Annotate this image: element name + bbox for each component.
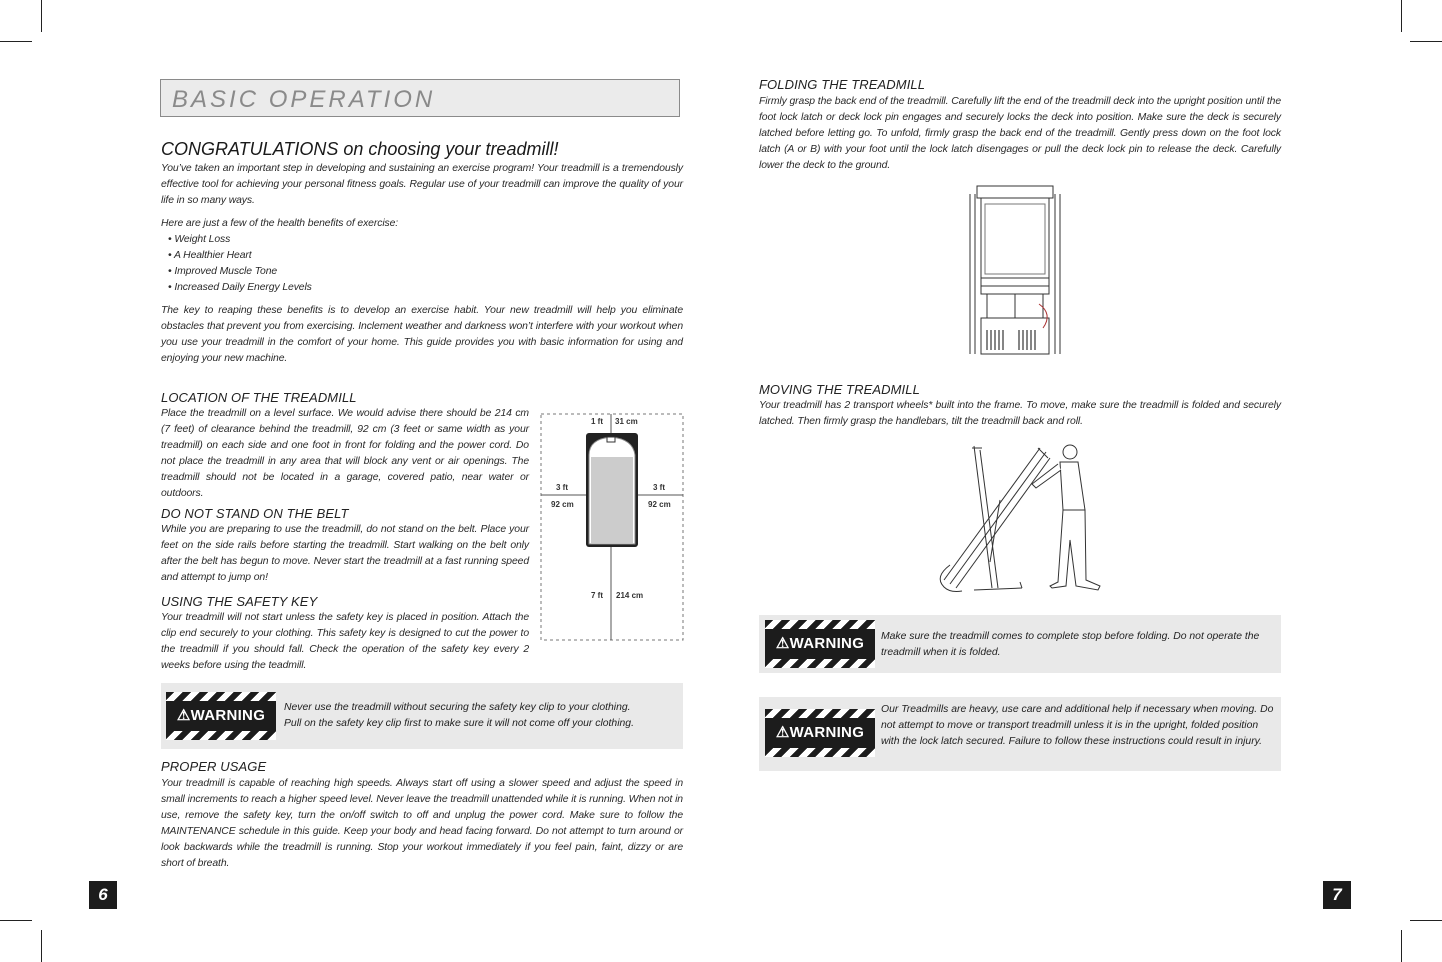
belt-text: While you are preparing to use the treadmill, do not stand on the belt. Place your feet on the side rails before starting the treadmill. Start walking on the belt only after the belt has begun to move. Never start the treadmill at a fast running speed and attempt to jump on! [161,524,529,583]
congrats-heading: CONGRATULATIONS on choosing your treadmill! [161,139,559,159]
clearance-diagram-drawing [540,413,684,641]
list-item: • Improved Muscle Tone [168,266,278,277]
usage-heading: PROPER USAGE [161,759,267,774]
page-number: 7 [1323,881,1351,909]
left-clearance-cm: 92 cm [551,500,574,509]
folding-heading: FOLDING THE TREADMILL [759,77,926,92]
crop-mark [1401,930,1402,962]
belt-heading: DO NOT STAND ON THE BELT [161,506,349,521]
crop-mark [1410,920,1442,921]
crop-mark [41,930,42,962]
left-clearance-ft: 3 ft [556,483,568,492]
benefits-list [168,232,468,296]
crop-mark [41,0,42,32]
benefits-intro: Here are just a few of the health benefits of exercise: [161,218,399,229]
safety-key-text: Your treadmill will not start unless the safety key is placed in position. Attach the clip end securely to your clothing. This safety key is designed to cut the power to the treadmill if you should fall. Check the operation of the safety key every 2 weeks before using the teadmill. [161,612,529,671]
location-heading: LOCATION OF THE TREADMILL [161,390,357,405]
moving-heading: MOVING THE TREADMILL [759,382,920,397]
warning-triangle-icon: ⚠ [176,707,191,724]
crop-mark [1401,0,1402,32]
list-item: • A Healthier Heart [168,250,252,261]
right-clearance-cm: 92 cm [648,500,671,509]
warning-label: WARNING [789,724,865,741]
warning-triangle-icon: ⚠ [775,635,790,652]
usage-text: Your treadmill is capable of reaching high speeds. Always start off using a slower speed and adjust the speed in small increments to reach a higher speed level. Never leave the treadmill unattended while it is running. When not in use, remove the safety key, turn the on/off switch to off and unplug the power cord. Make sure to follow the MAINTENANCE schedule in this guide. Keep your body and head facing forward. Do not attempt to turn around or look backwards while the treadmill is running. Stop your workout immediately if you feel pain, faint, dizzy or are short of breath. [161,778,683,869]
front-clearance-ft: 1 ft [591,417,603,426]
crop-mark [0,41,32,42]
page-number: 6 [89,881,117,909]
folding-text: Firmly grasp the back end of the treadmill. Carefully lift the end of the treadmill deck into the upright position until the foot lock latch or deck lock pin engages and securely locks the deck into position. Make sure the deck is securely latched before letting go. To unfold, firmly grasp the back end of the treadmill. Gently press down on the foot lock latch (A or B) with your foot until the lock latch disengages or pull the deck lock pin to release the deck. Carefully lower the deck to the ground. [759,96,1281,171]
folded-treadmill-illustration [965,182,1065,358]
warning-box [759,615,1281,673]
warning-triangle-icon: ⚠ [775,724,790,741]
warning-badge [166,692,276,740]
warning-label: WARNING [190,707,266,724]
front-clearance-cm: 31 cm [615,417,638,426]
location-text: Place the treadmill on a level surface. We would advise there should be 214 cm (7 feet) of clearance behind the treadmill, 92 cm (3 feet or same width as your treadmill) on each side and one foot in front for folding and the power cord. Do not place the treadmill in any area that will block any vent or air openings. The treadmill should not be located in a garage, covered patio, near water or outdoors. [161,408,529,499]
clearance-diagram [540,413,684,641]
congrats-paragraph: You’ve taken an important step in developing and sustaining an exercise program! Your treadmill is a tremendously effective tool for achieving your personal fitness goals. Regular use of your treadmill can improve the quality of your life in so many ways. [161,163,683,206]
list-item: • Increased Daily Energy Levels [168,282,312,293]
section-title-box [160,79,680,117]
warning-badge [765,709,875,757]
moving-treadmill-illustration [930,440,1105,595]
warning-badge [765,620,875,668]
rear-clearance-cm: 214 cm [616,591,644,600]
warning-text: Our Treadmills are heavy, use care and additional help if necessary when moving. Do not attempt to move or transport treadmill unless it is in the upright, folded position with the lock latch secured. Failure to follow these instructions could result in injury. [881,704,1274,747]
right-clearance-ft: 3 ft [653,483,665,492]
safety-key-heading: USING THE SAFETY KEY [161,594,318,609]
warning-text: Make sure the treadmill comes to complete stop before folding. Do not operate the treadmill when it is folded. [881,631,1260,658]
list-item: • Weight Loss [168,234,231,245]
moving-text: Your treadmill has 2 transport wheels* built into the frame. To move, make sure the treadmill is folded and securely latched. Then firmly grasp the handlebars, tilt the treadmill back and roll. [759,400,1281,427]
crop-mark [0,920,32,921]
crop-mark [1410,41,1442,42]
section-title: BASIC OPERATION [172,86,436,113]
rear-clearance-ft: 7 ft [591,591,603,600]
warning-line: Pull on the safety key clip first to make sure it will not come off your clothing. [284,718,634,729]
warning-text [284,700,679,732]
warning-box [759,697,1281,771]
warning-box [161,683,683,749]
warning-label: WARNING [789,635,865,652]
warning-line: Never use the treadmill without securing the safety key clip to your clothing. [284,702,631,713]
habit-paragraph: The key to reaping these benefits is to develop an exercise habit. Your new treadmill will help you eliminate obstacles that prevent you from exercising. Inclement weather and darkness won’t interfere with your workout when you use your treadmill in the comfort of your home. This guide provides you with basic information for using and enjoying your new machine. [161,305,683,364]
